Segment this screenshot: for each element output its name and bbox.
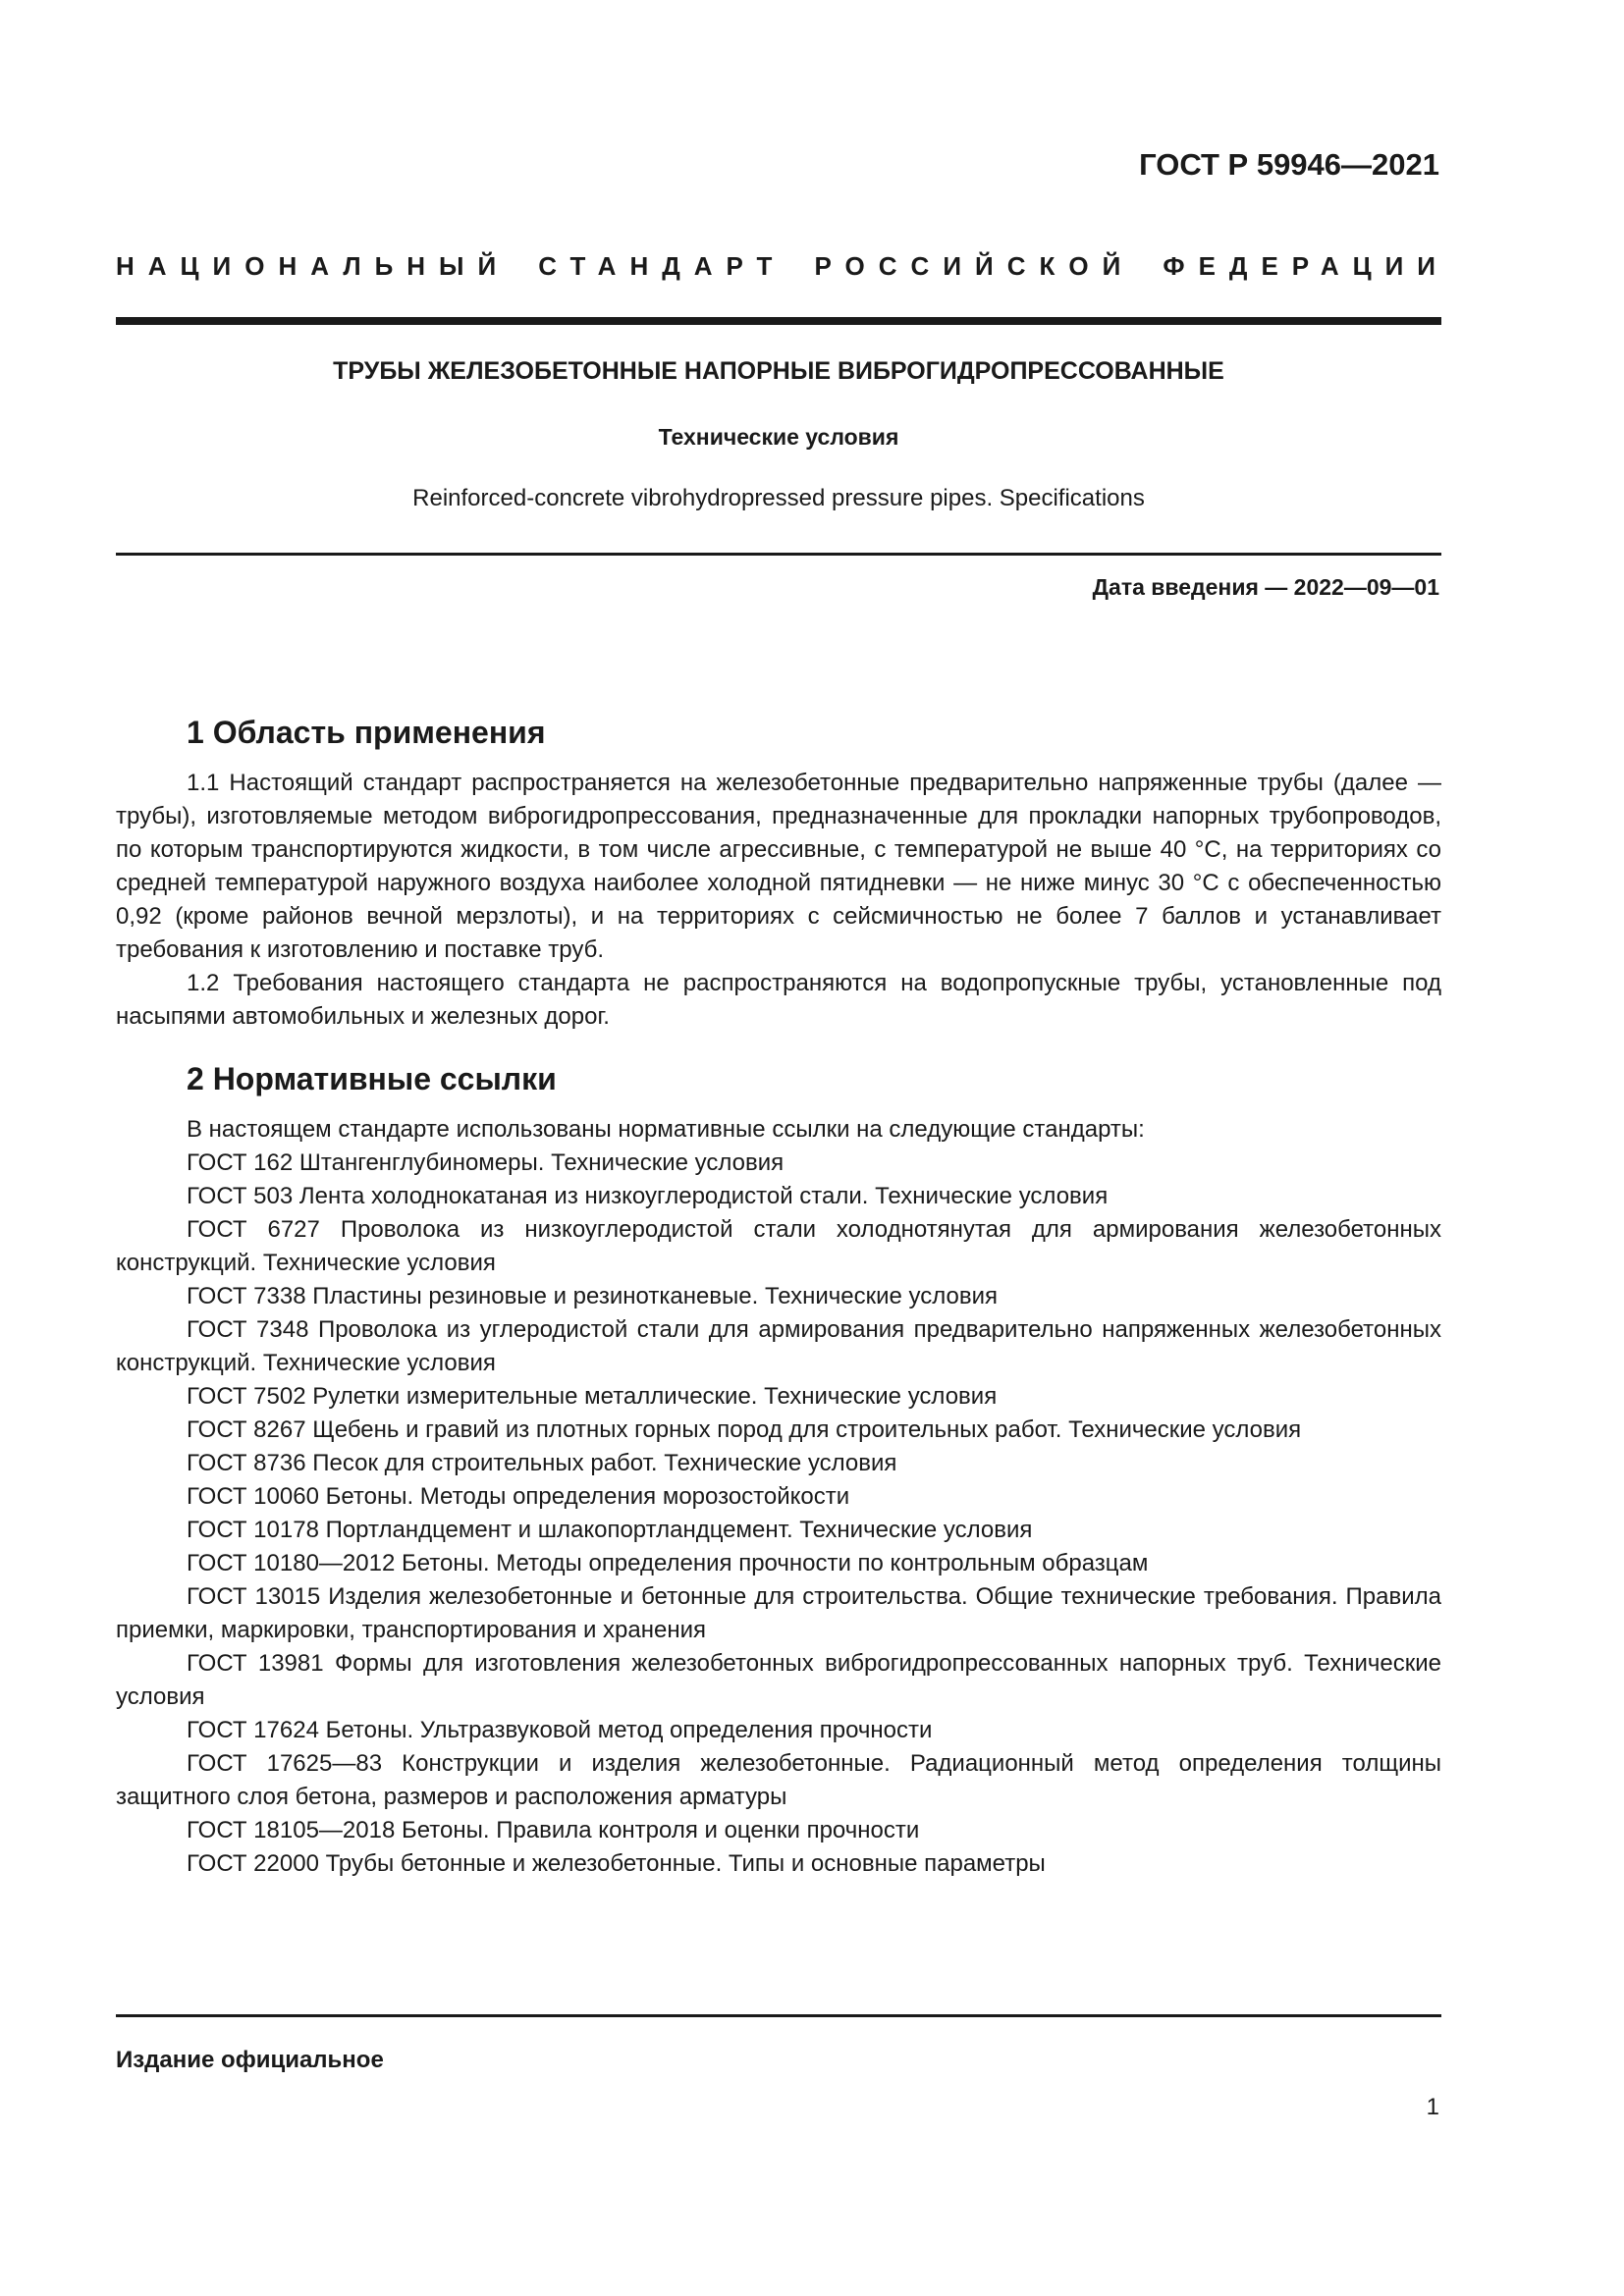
reference-item: ГОСТ 10180—2012 Бетоны. Методы определения прочности по контрольным образцам	[187, 1550, 1149, 1576]
reference-item: ГОСТ 7348 Проволока из углеродистой стали для армирования предварительно напряженных железобетонных конструкций. Технические условия	[116, 1316, 1441, 1376]
reference-item: ГОСТ 13015 Изделия железобетонные и бетонные для строительства. Общие технические требования. Правила приемки, маркировки, транспортирования и хранения	[116, 1583, 1441, 1643]
reference-item: ГОСТ 503 Лента холоднокатаная из низкоуглеродистой стали. Технические условия	[187, 1183, 1109, 1209]
reference-item: ГОСТ 162 Штангенглубиномеры. Технические условия	[187, 1149, 785, 1176]
reference-item: ГОСТ 22000 Трубы бетонные и железобетонные. Типы и основные параметры	[187, 1850, 1046, 1877]
section-2-lead: В настоящем стандарте использованы нормативные ссылки на следующие стандарты:	[187, 1116, 1145, 1143]
section-2-heading: 2 Нормативные ссылки	[187, 1061, 557, 1096]
reference-item: ГОСТ 17625—83 Конструкции и изделия железобетонные. Радиационный метод определения толщины защитного слоя бетона, размеров и расположения арматуры	[116, 1750, 1441, 1810]
standard-code: ГОСТ Р 59946—2021	[1139, 147, 1439, 182]
section-1-paragraph-2: 1.2 Требования настоящего стандарта не распространяются на водопропускные трубы, установленные под насыпями автомобильных и железных дорог.	[116, 970, 1441, 1030]
document-body	[116, 715, 1441, 1881]
introduction-date: Дата введения — 2022—09—01	[1092, 574, 1439, 600]
footer-divider	[116, 2014, 1441, 2017]
reference-item: ГОСТ 8267 Щебень и гравий из плотных горных пород для строительных работ. Технические условия	[187, 1416, 1302, 1443]
document-title-ru: ТРУБЫ ЖЕЛЕЗОБЕТОННЫЕ НАПОРНЫЕ ВИБРОГИДРОПРЕССОВАННЫЕ	[333, 357, 1224, 385]
document-title-en: Reinforced-concrete vibrohydropressed pressure pipes. Specifications	[412, 485, 1145, 511]
section-1-heading: 1 Область применения	[187, 715, 546, 750]
document-subtitle: Технические условия	[658, 424, 899, 450]
reference-item: ГОСТ 8736 Песок для строительных работ. Технические условия	[187, 1450, 897, 1476]
reference-item: ГОСТ 7338 Пластины резиновые и резинотканевые. Технические условия	[187, 1283, 999, 1309]
reference-item: ГОСТ 6727 Проволока из низкоуглеродистой стали холоднотянутая для армирования железобетонных конструкций. Технические условия	[116, 1216, 1441, 1276]
reference-item: ГОСТ 10060 Бетоны. Методы определения морозостойкости	[187, 1483, 850, 1510]
reference-item: ГОСТ 10178 Портландцемент и шлакопортландцемент. Технические условия	[187, 1517, 1033, 1543]
section-1-paragraph-1: 1.1 Настоящий стандарт распространяется на железобетонные предварительно напряженные трубы (далее — трубы), изготовляемые методом виброгидропрессования, предназначенные для прокладки напорных трубопроводов, по которым транспортируются жидкости, в том числе агрессивные, с температурой не выше 40 °С, на территориях со средней температурой наружного воздуха наиболее холодной пятидневки — не ниже минус 30 °С с обеспеченностью 0,92 (кроме районов вечной мерзлоты), и на территориях с сейсмичностью не более 7 баллов и устанавливает требования к изготовлению и поставке труб.	[116, 770, 1441, 963]
reference-item: ГОСТ 13981 Формы для изготовления железобетонных виброгидропрессованных напорных труб. Технические условия	[116, 1650, 1441, 1710]
header-divider	[116, 317, 1441, 325]
reference-list	[116, 1147, 1441, 1881]
reference-item: ГОСТ 17624 Бетоны. Ультразвуковой метод определения прочности	[187, 1717, 933, 1743]
national-standard-line: НАЦИОНАЛЬНЫЙ СТАНДАРТ РОССИЙСКОЙ ФЕДЕРАЦИИ	[116, 251, 1449, 281]
reference-item: ГОСТ 18105—2018 Бетоны. Правила контроля и оценки прочности	[187, 1817, 920, 1843]
page-number: 1	[1426, 2094, 1439, 2120]
reference-item: ГОСТ 7502 Рулетки измерительные металлические. Технические условия	[187, 1383, 998, 1410]
title-divider	[116, 553, 1441, 556]
official-edition-label: Издание официальное	[116, 2047, 384, 2073]
